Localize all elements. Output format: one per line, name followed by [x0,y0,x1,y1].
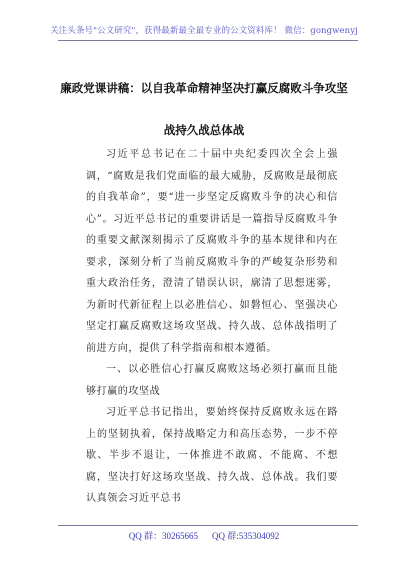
footer-contact [0,529,408,542]
header-divider [58,40,358,41]
body-paragraph-intro: 习近平总书记在二十届中央纪委四次全会上强调，“腐败是我们党面临的最大威胁，反腐败是最彻底的自我革命”，要“进一步坚定反腐败斗争的决心和信心”。习近平总书记的重要讲话是一篇指导反腐败斗争的重要文献深刻揭示了反腐败斗争的基本规律和内在要求，深刻分析了当前反腐败斗争的严峻复杂形势和重大政治任务，澄清了错误认识，廓清了思想迷雾，为新时代新征程上以必胜信心、如磐恒心、坚强决心坚定打赢反腐败这场攻坚战、持久战、总体战指明了前进方向，提供了科学指南和根本遵循。 [86,149,338,354]
document-body [86,144,338,510]
footer-divider [58,525,358,526]
body-paragraph-section-1: 习近平总书记指出，要始终保持反腐败永远在路上的坚韧执着，保持战略定力和高压态势，一步不停歇、半步不退让，一体推进不敢腐、不能腐、不想腐，坚决打好这场攻坚战、持久战、总体战。我们要认真领会习近平总书 [86,407,338,504]
section-heading-1: 一、以必胜信心打赢反腐败这场必须打赢而且能够打赢的攻坚战 [86,364,338,397]
footer-qq-group-2: QQ 群:535304092 [212,531,280,541]
footer-qq-group-1: QQ 群：30265665 [128,531,198,541]
document-title-line-2: 战持久战总体战 [163,123,245,137]
header-notice: 关注头条号"公文研究"，获得最新最全最专业的公文资料库！ 微信：gongwenyj [50,26,358,36]
document-title-line-1: 廉政党课讲稿：以自我革命精神坚决打赢反腐败斗争攻坚 [60,81,348,95]
